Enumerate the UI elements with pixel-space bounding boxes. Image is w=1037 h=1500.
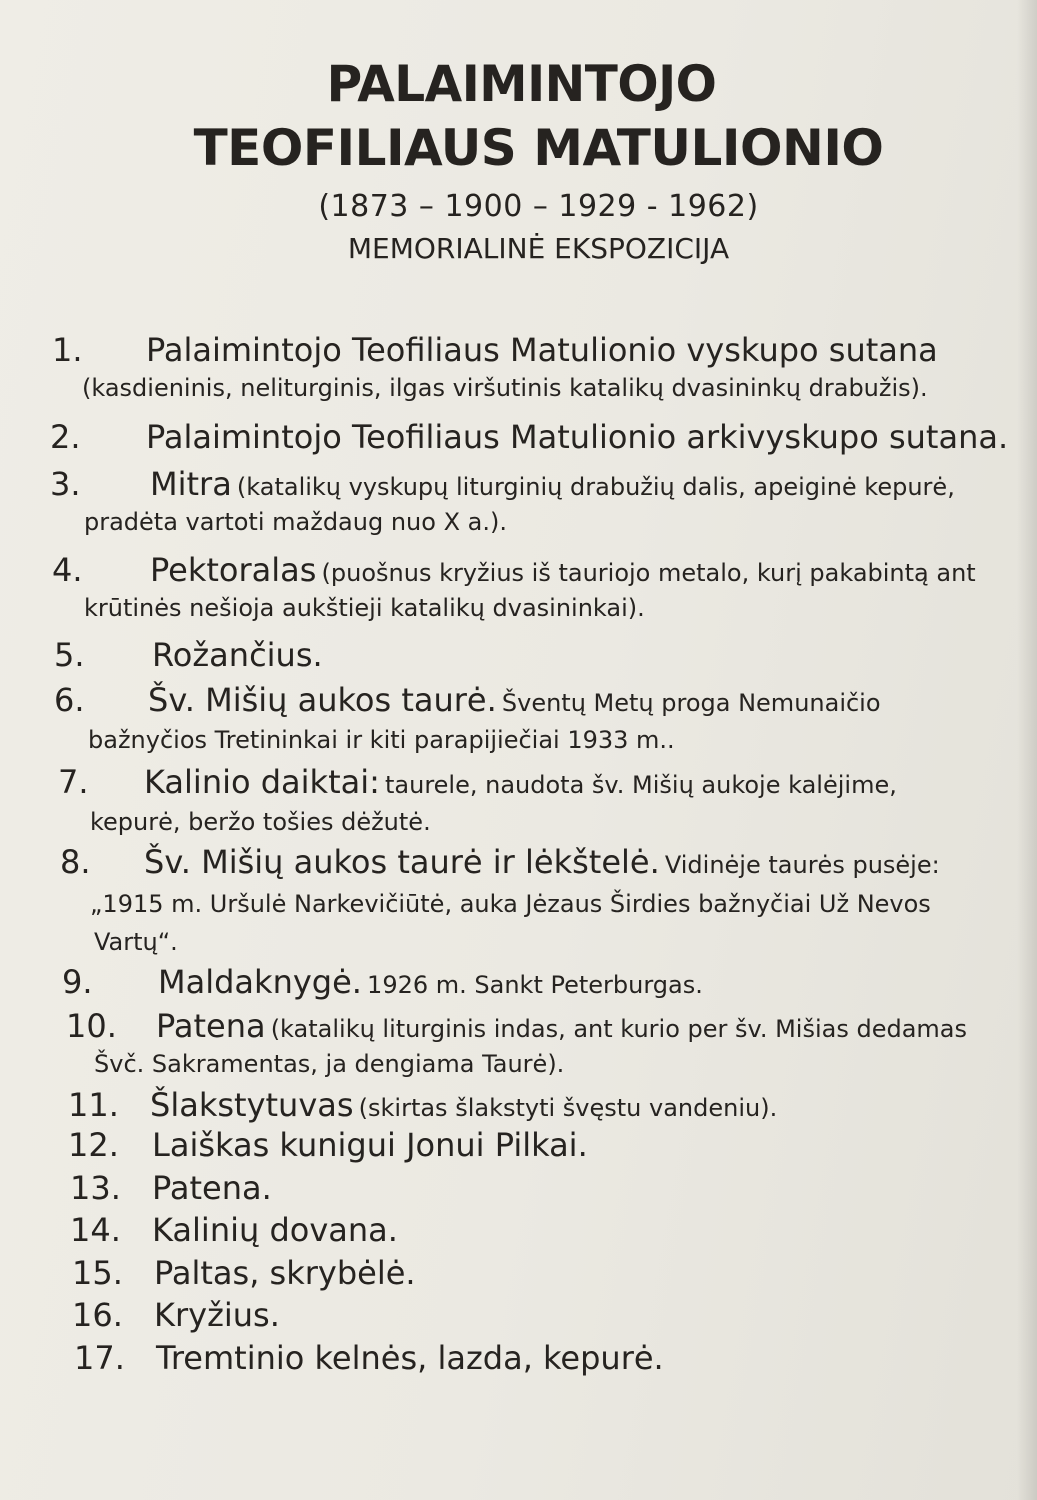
- item-continuation: Švč. Sakramentas, ja dengiama Taurė).: [94, 1050, 565, 1078]
- item-title: Kryžius.: [154, 1296, 280, 1334]
- item-line: [152, 1168, 272, 1214]
- item-line: [152, 1210, 398, 1256]
- item-number: 1.: [52, 331, 83, 369]
- item-continuation: (kasdieninis, neliturginis, ilgas viršutinis katalikų dvasininkų drabužis).: [82, 374, 928, 402]
- item-number: 12.: [68, 1126, 119, 1164]
- item-title: Šlakstytuvas: [150, 1086, 354, 1124]
- item-number: 5.: [54, 636, 85, 674]
- item-number: 3.: [50, 465, 81, 503]
- item-line: [154, 1295, 280, 1341]
- item-title: Palaimintojo Teofiliaus Matulionio arkivyskupo sutana.: [146, 418, 1009, 456]
- item-title: Patena.: [152, 1169, 272, 1207]
- subtitle: MEMORIALINĖ EKSPOZICIJA: [347, 232, 730, 265]
- item-line: [152, 1125, 588, 1171]
- item-number: 2.: [50, 418, 81, 456]
- item-title: Kalinių dovana.: [152, 1211, 398, 1249]
- item-number: 6.: [54, 681, 85, 719]
- item-line: [156, 1006, 967, 1052]
- item-number: 16.: [72, 1296, 123, 1334]
- dates: (1873 – 1900 – 1929 - 1962): [318, 189, 759, 224]
- item-line: [150, 464, 955, 510]
- item-title: Palaimintojo Teofiliaus Matulionio vyskupo sutana: [146, 331, 938, 369]
- title-line1: PALAIMINTOJO: [326, 55, 717, 113]
- item-description: (katalikų liturginis indas, ant kurio per šv. Mišias dedamas: [270, 1015, 968, 1043]
- item-title: Maldaknygė.: [158, 963, 362, 1001]
- item-title: Patena: [156, 1007, 266, 1045]
- item-description: (puošnus kryžius iš tauriojo metalo, kurį pakabintą ant: [321, 559, 976, 587]
- header: [0, 52, 1037, 268]
- item-description: (katalikų vyskupų liturginių drabužių dalis, apeiginė kepurė,: [236, 473, 955, 501]
- item-number: 11.: [68, 1086, 119, 1124]
- item-line: [146, 330, 938, 376]
- item-description: (skirtas šlakstyti švęstu vandeniu).: [358, 1094, 778, 1122]
- item-continuation-2: Vartų“.: [94, 928, 178, 956]
- item-title: Šv. Mišių aukos taurė ir lėkštelė.: [144, 843, 660, 881]
- item-number: 13.: [70, 1169, 121, 1207]
- item-description: 1926 m. Sankt Peterburgas.: [367, 971, 703, 999]
- item-title: Kalinio daiktai:: [144, 763, 380, 801]
- item-title: Pektoralas: [150, 551, 317, 589]
- item-title: Tremtinio kelnės, lazda, kepurė.: [156, 1339, 664, 1377]
- item-line: [150, 550, 976, 596]
- item-number: 17.: [74, 1339, 125, 1377]
- item-line: [146, 417, 1008, 463]
- item-line: [152, 635, 323, 681]
- item-continuation: bažnyčios Tretininkai ir kiti parapijiečiai 1933 m..: [88, 726, 675, 754]
- item-title: Rožančius.: [152, 636, 323, 674]
- item-number: 15.: [72, 1254, 123, 1292]
- item-line: [154, 1253, 416, 1299]
- item-line: [144, 762, 897, 808]
- item-line: [148, 680, 881, 726]
- item-title: Mitra: [150, 465, 232, 503]
- item-number: 4.: [52, 551, 83, 589]
- item-description: taurele, naudota šv. Mišių aukoje kalėjime,: [385, 771, 897, 799]
- item-number: 8.: [60, 843, 91, 881]
- item-number: 9.: [62, 963, 93, 1001]
- item-line: [158, 962, 703, 1008]
- item-continuation: krūtinės nešioja aukštieji katalikų dvasininkai).: [84, 594, 645, 622]
- item-continuation: „1915 m. Uršulė Narkevičiūtė, auka Jėzaus Širdies bažnyčiai Už Nevos: [90, 890, 931, 918]
- item-title: Paltas, skrybėlė.: [154, 1254, 416, 1292]
- item-number: 10.: [66, 1007, 117, 1045]
- item-number: 7.: [58, 763, 89, 801]
- item-description: Šventų Metų proga Nemunaičio: [501, 689, 881, 717]
- item-title: Šv. Mišių aukos taurė.: [148, 681, 497, 719]
- item-number: 14.: [70, 1211, 121, 1249]
- item-continuation: pradėta vartoti maždaug nuo X a.).: [84, 508, 507, 536]
- item-title: Laiškas kunigui Jonui Pilkai.: [152, 1126, 588, 1164]
- item-description: Vidinėje taurės pusėje:: [664, 851, 940, 879]
- item-line: [156, 1338, 664, 1384]
- item-line: [144, 842, 940, 888]
- title-line2: TEOFILIAUS MATULIONIO: [193, 119, 884, 177]
- item-continuation: kepurė, beržo tošies dėžutė.: [90, 808, 431, 836]
